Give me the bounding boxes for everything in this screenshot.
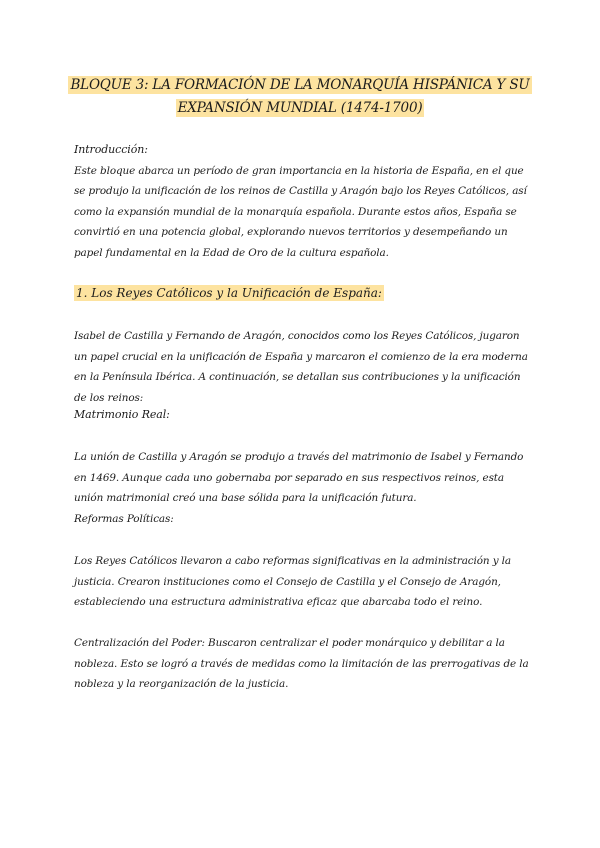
document-title bbox=[60, 74, 540, 120]
intro-paragraph: Este bloque abarca un período de gran importancia en la historia de España, en el que se produjo la unificación de los reinos de Castilla y Aragón bajo los Reyes Católicos, así como la expansión mundial de la monarquía española. Durante estos años, España se convirtió en una potencia global, explorando nuevos territorios y desempeñando un papel fundamental en la Edad de Oro de la cultura española. bbox=[74, 164, 527, 259]
matrimonio-heading: Matrimonio Real: bbox=[74, 408, 170, 421]
section-1-heading bbox=[74, 284, 534, 302]
matrimonio-paragraph: La unión de Castilla y Aragón se produjo a través del matrimonio de Isabel y Fernando en 1469. Aunque cada uno gobernaba por separado en sus respectivos reinos, esta unión matrimonial creó una base sólida para la unificación futura. bbox=[74, 451, 524, 504]
intro-section bbox=[74, 140, 534, 263]
matrimonio-section bbox=[74, 447, 534, 529]
section-1-intro-paragraph: Isabel de Castilla y Fernando de Aragón, conocidos como los Reyes Católicos, jugaron un papel crucial en la unificación de España y marcaron el comienzo de la era moderna en la Península Ibérica. A continuación, se detallan sus contribuciones y la unificación de los reinos: bbox=[74, 330, 528, 404]
section-1-heading-text: 1. Los Reyes Católicos y la Unificación de España: bbox=[76, 286, 382, 300]
intro-heading: Introducción: bbox=[74, 143, 148, 156]
centralizacion-paragraph: Centralización del Poder: Buscaron centralizar el poder monárquico y debilitar a la nobleza. Esto se logró a través de medidas como la limitación de las prerrogativas de la nobleza y la reorganización de la justicia. bbox=[74, 637, 529, 690]
reformas-heading: Reformas Políticas: bbox=[74, 512, 174, 525]
reformas-paragraph: Los Reyes Católicos llevaron a cabo reformas significativas en la administración y la justicia. Crearon instituciones como el Consejo de Castilla y el Consejo de Aragón, estableciendo una estructura administrativa eficaz que abarcaba todo el reino. bbox=[74, 555, 511, 608]
title-line-2: EXPANSIÓN MUNDIAL (1474-1700) bbox=[177, 100, 423, 116]
title-line-1: BLOQUE 3: LA FORMACIÓN DE LA MONARQUÍA HISPÁNICA Y SU bbox=[70, 77, 530, 93]
